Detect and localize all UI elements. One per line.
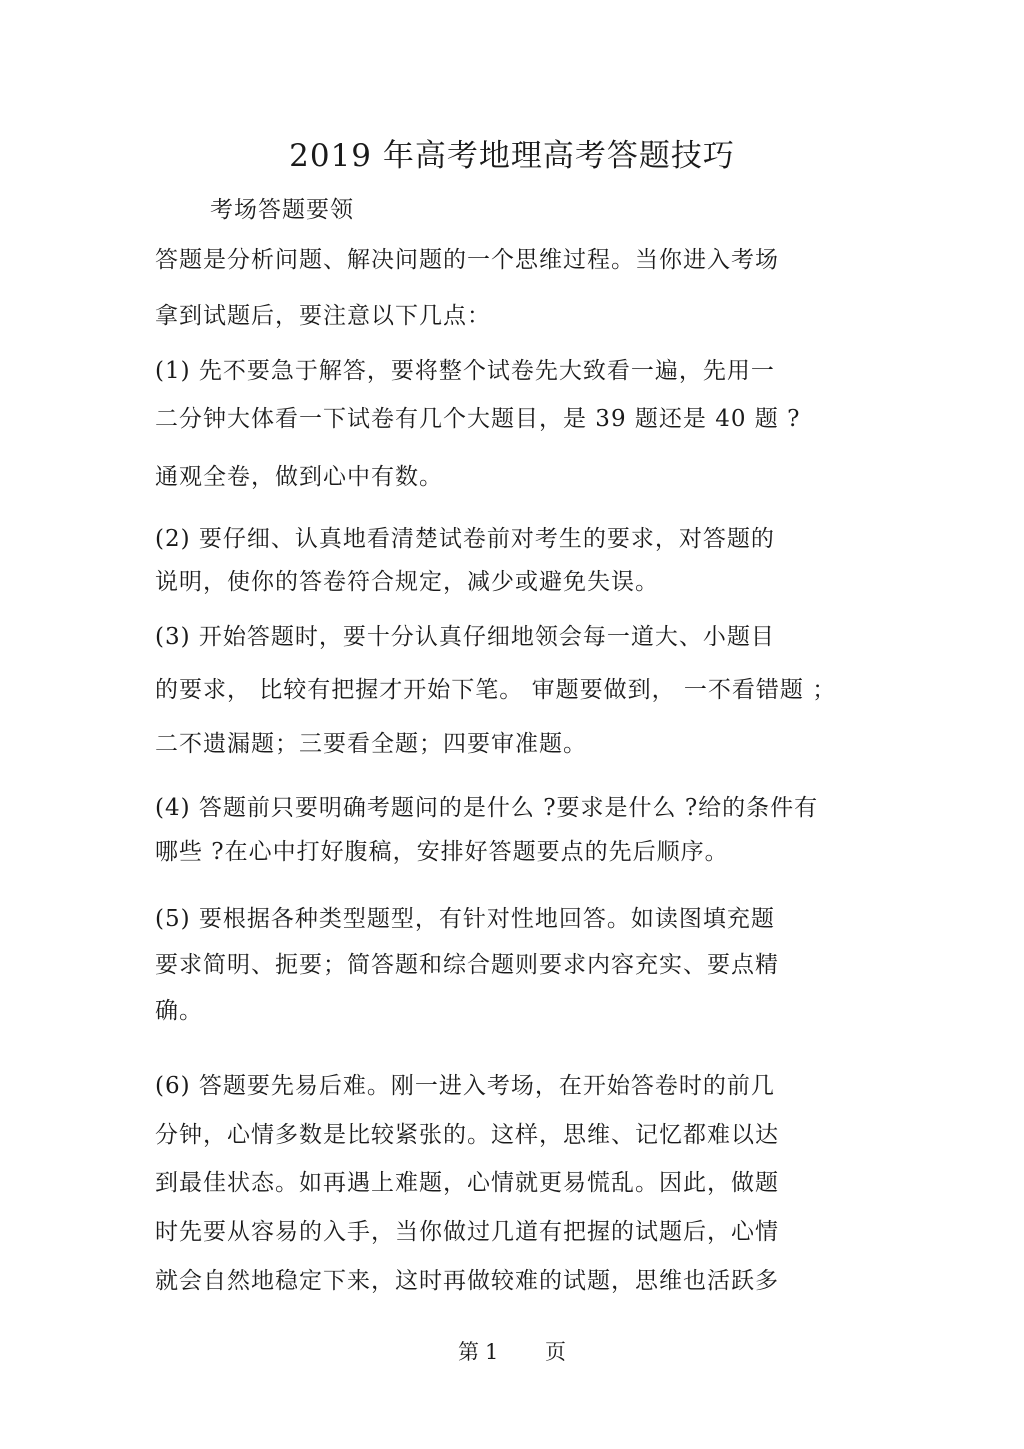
text-line: 二不遗漏题；三要看全题；四要审准题。 [155, 731, 587, 757]
text-line: 到最佳状态。如再遇上难题，心情就更易慌乱。因此，做题 [155, 1170, 779, 1196]
text-line: (3) 开始答题时，要十分认真仔细地领会每一道大、小题目 [155, 624, 775, 650]
section-heading: 考场答题要领 [210, 197, 354, 223]
page-number-suffix: 页 [545, 1340, 566, 1364]
text-line: (4) 答题前只要明确考题问的是什么 ?要求是什么 ?给的条件有 [155, 795, 819, 821]
text-line: 分钟，心情多数是比较紧张的。这样，思维、记忆都难以达 [155, 1122, 779, 1148]
text-line: 确。 [155, 998, 203, 1024]
text-line: 说明，使你的答卷符合规定，减少或避免失误。 [155, 569, 659, 595]
text-line: (1) 先不要急于解答，要将整个试卷先大致看一遍，先用一 [155, 358, 775, 384]
text-line: 答题是分析问题、解决问题的一个思维过程。当你进入考场 [155, 247, 779, 273]
text-line: (2) 要仔细、认真地看清楚试卷前对考生的要求，对答题的 [155, 526, 775, 552]
text-line: (6) 答题要先易后难。刚一进入考场，在开始答卷时的前几 [155, 1073, 775, 1099]
text-line: 要求简明、扼要；简答题和综合题则要求内容充实、要点精 [155, 952, 779, 978]
text-line: 通观全卷，做到心中有数。 [155, 464, 443, 490]
text-line: 的要求， 比较有把握才开始下笔。 审题要做到， 一不看错题 ； [155, 677, 837, 703]
text-line: 拿到试题后，要注意以下几点： [155, 303, 491, 329]
text-line: (5) 要根据各种类型题型，有针对性地回答。如读图填充题 [155, 906, 775, 932]
text-line: 时先要从容易的入手，当你做过几道有把握的试题后，心情 [155, 1219, 779, 1245]
text-line: 二分钟大体看一下试卷有几个大题目，是 39 题还是 40 题 ? [155, 406, 801, 432]
page-number-value: 1 [485, 1340, 499, 1364]
text-line: 哪些 ?在心中打好腹稿，安排好答题要点的先后顺序。 [155, 839, 729, 865]
page-number [0, 1338, 1024, 1366]
text-line: 就会自然地稳定下来，这时再做较难的试题，思维也活跃多 [155, 1268, 779, 1294]
page-number-prefix: 第 [458, 1340, 479, 1364]
document-title: 2019 年高考地理高考答题技巧 [289, 138, 735, 174]
